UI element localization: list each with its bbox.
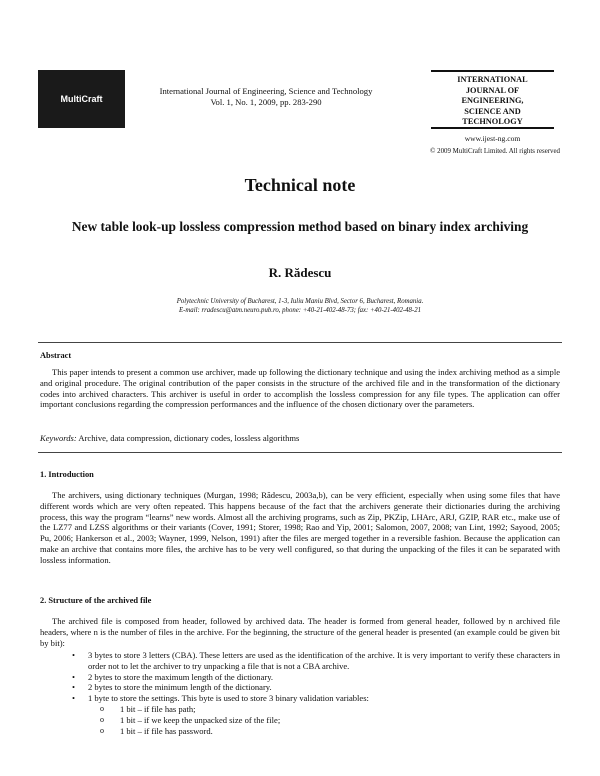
affiliation-contact: E-mail: rradescu@atm.neuro.pub.ro, phone: +40-21-402-48-73; fax: +40-21-402-48-21 bbox=[178, 307, 421, 314]
brand-line: ENGINEERING, bbox=[461, 96, 524, 106]
header-structure-list bbox=[74, 650, 560, 736]
abstract-text: This paper intends to present a common use archiver, made up following the dictionary technique and using the index archiving method as a simple and original procedure. The original contribution of the paper consists in the structure of the archived file and in the transformation of the dictionary codes into archived characters. This archiver is useful in order to accomplish the lossless compression for any file types. The application can offer important conclusions regarding the compression performances and the influence of the chosen dictionary over the parameters. bbox=[40, 367, 560, 410]
list-item: • 1 byte to store the settings. This byte is used to store 3 binary validation variables: o 1 bit – if file has path; o 1 bit – if we keep the unpacked size of the file; o 1 bit – if file has password. bbox=[74, 693, 560, 736]
divider-top bbox=[38, 342, 562, 343]
section-heading-structure: 2. Structure of the archived file bbox=[40, 596, 152, 605]
introduction-text: The archivers, using dictionary techniques (Murgan, 1998; Rădescu, 2003a,b), can be very efficient, especially when using some files that have different words which are very often repeated. This happens because of the fact that the archivers generate their dictionaries during the archiving process, this way the program “learns” new words. Almost all the archiving programs, such as Zip, PKZip, LHArc, ARJ, GZIP, RAR etc., make use of the LZ77 and LZSS algorithms or their variants (Cover, 1991; Storer, 1998; Rao and Yip, 2001; Salomon, 2007, 2008; van Lint, 1992; Sayood, 2005; Pu, 2006; Hankerson et al., 2003; Wayner, 1999, Nelson, 1991) after the files are merged together in a reversible fashion. Because the application can make an archive that contains more files, the archive has to be very well configured, so that during the unpacking of the files it can be separated with lossless information. bbox=[40, 490, 560, 565]
brand-line: SCIENCE AND bbox=[464, 106, 521, 116]
list-item: • 2 bytes to store the maximum length of the dictionary. bbox=[74, 672, 560, 683]
affiliation-address: Polytechnic University of Bucharest, 1-3, Iuliu Maniu Blvd, Sector 6, Bucharest, Romania. bbox=[176, 298, 424, 305]
article-type: Technical note bbox=[244, 175, 356, 195]
divider-bottom bbox=[38, 452, 562, 453]
publisher-logo-text: MultiCraft bbox=[60, 94, 103, 104]
journal-issue: Vol. 1, No. 1, 2009, pp. 283-290 bbox=[210, 97, 322, 107]
keywords-list: Archive, data compression, dictionary codes, lossless algorithms bbox=[78, 433, 300, 443]
journal-brand-box bbox=[431, 70, 554, 129]
author-name: R. Rădescu bbox=[268, 265, 332, 280]
list-item: • 3 bytes to store 3 letters (CBA). These letters are used as the identification of the archive. It is very important to verify these characters in order not to let the archiver to try unpacking a file that is not a CBA archive. bbox=[74, 650, 560, 672]
sub-list-item: o 1 bit – if file has path; bbox=[98, 704, 560, 715]
publisher-logo bbox=[38, 70, 125, 128]
list-item: • 2 bytes to store the minimum length of the dictionary. bbox=[74, 682, 560, 693]
settings-sublist bbox=[98, 704, 560, 736]
keywords-label: Keywords: bbox=[40, 433, 77, 443]
journal-info bbox=[128, 86, 404, 108]
copyright-notice: © 2009 MultiCraft Limited. All rights reserved bbox=[430, 148, 560, 155]
sub-list-item: o 1 bit – if we keep the unpacked size of the file; bbox=[98, 715, 560, 726]
brand-line: INTERNATIONAL bbox=[457, 75, 528, 84]
sub-list-item: o 1 bit – if file has password. bbox=[98, 726, 560, 737]
journal-name: International Journal of Engineering, Science and Technology bbox=[159, 86, 373, 96]
journal-website[interactable]: www.ijest-ng.com bbox=[464, 134, 521, 143]
paper-title: New table look-up lossless compression method based on binary index archiving bbox=[71, 219, 529, 234]
structure-text: The archived file is composed from header, followed by archived data. The header is formed from general header, followed by n archived file headers, where n is the number of files in the archive. For the beginning, the structure of the general header is presented (an example could be given bit by bit): bbox=[40, 616, 560, 648]
keywords bbox=[40, 433, 560, 443]
brand-line: JOURNAL OF bbox=[465, 85, 520, 95]
section-heading-introduction: 1. Introduction bbox=[40, 470, 94, 479]
abstract-heading: Abstract bbox=[40, 351, 72, 360]
brand-line: TECHNOLOGY bbox=[462, 117, 523, 127]
author-affiliation bbox=[60, 297, 540, 315]
